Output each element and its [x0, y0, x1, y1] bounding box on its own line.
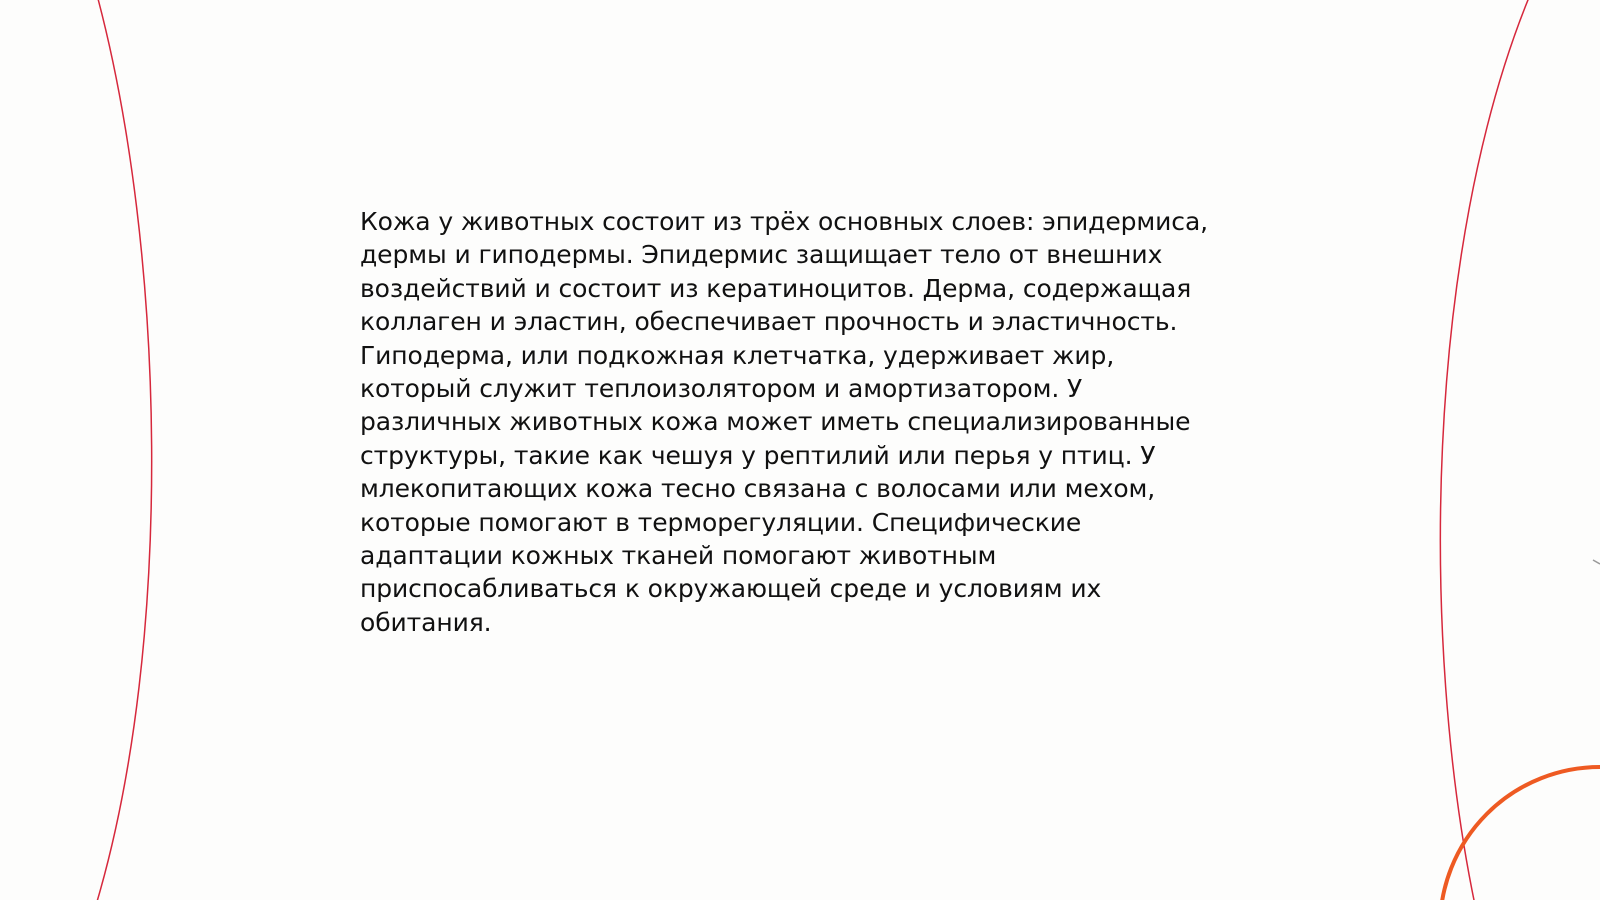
paragraph-line: Кожа у животных состоит из трёх основных слоев: эпидермиса,: [360, 207, 1209, 236]
left-arc-line: [96, 0, 152, 900]
paragraph-line: дермы и гиподермы. Эпидермис защищает тело от внешних: [360, 240, 1163, 270]
paragraph-line: приспосабливаться к окружающей среде и условиям их: [360, 574, 1102, 604]
paragraph-line: различных животных кожа может иметь специализированные: [360, 407, 1191, 437]
right-arc-line: [1440, 0, 1530, 900]
paragraph-line: коллаген и эластин, обеспечивает прочность и эластичность.: [360, 307, 1178, 337]
orange-circle-outline: [1440, 767, 1600, 900]
paragraph-line: которые помогают в терморегуляции. Специфические: [360, 507, 1082, 537]
paragraph-line: который служит теплоизолятором и амортизатором. У: [360, 374, 1083, 404]
paragraph-line: адаптации кожных тканей помогают животным: [360, 541, 997, 571]
paragraph-line: воздействий и состоит из кератиноцитов. Дерма, содержащая: [360, 273, 1192, 303]
paragraph-line: структуры, такие как чешуя у рептилий или перья у птиц. У: [360, 440, 1156, 470]
paragraph-line: Гиподерма, или подкожная клетчатка, удерживает жир,: [360, 340, 1115, 370]
paragraph-line: млекопитающих кожа тесно связана с волосами или мехом,: [360, 474, 1156, 504]
paragraph-line: обитания.: [360, 607, 492, 637]
body-paragraph: [360, 205, 1240, 639]
small-tick-mark: [1593, 560, 1600, 564]
